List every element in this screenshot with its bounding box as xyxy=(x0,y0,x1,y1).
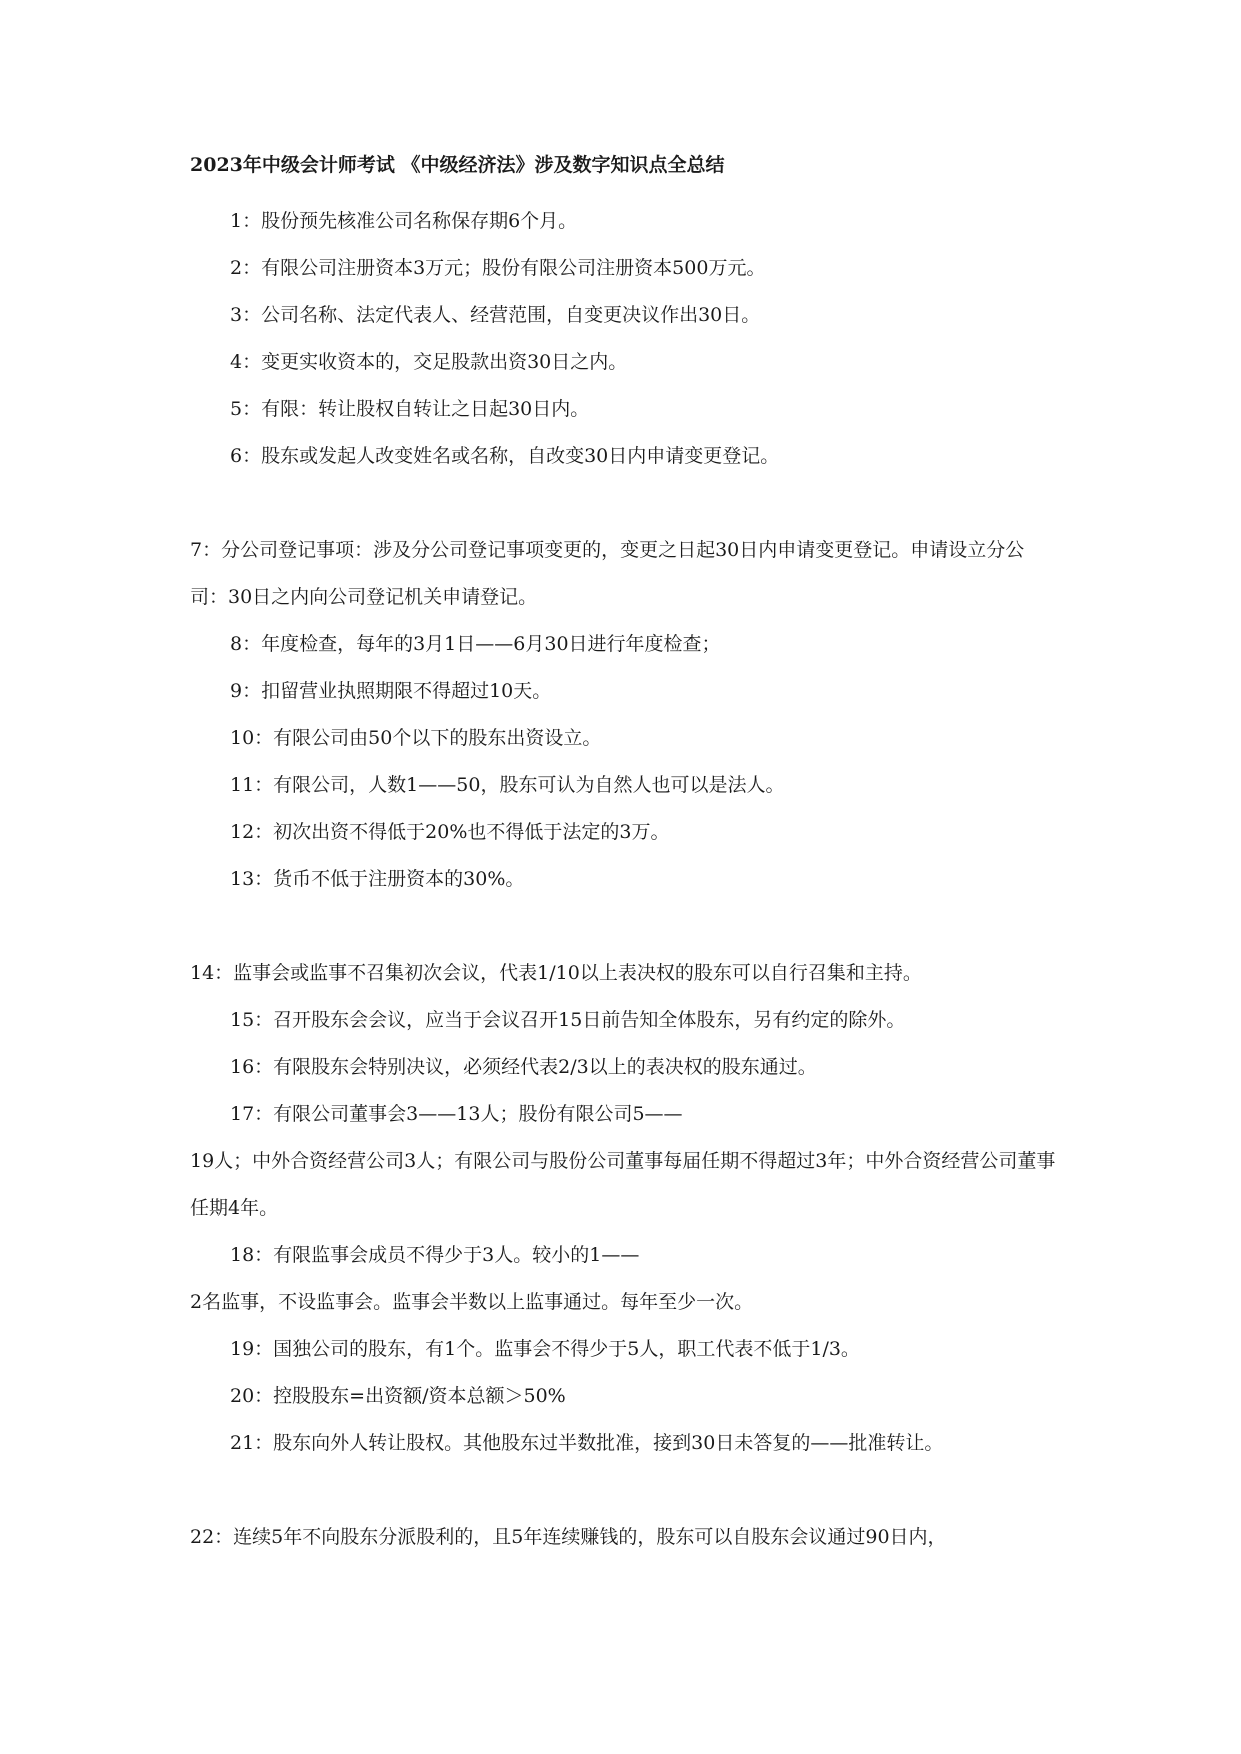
paragraph-item: 8：年度检查，每年的3月1日——6月30日进行年度检查； xyxy=(230,633,721,655)
paragraph-item: 18：有限监事会成员不得少于3人。较小的1—— xyxy=(230,1244,640,1266)
paragraph-item: 2名监事，不设监事会。监事会半数以上监事通过。每年至少一次。 xyxy=(190,1291,754,1313)
paragraph-item: 22：连续5年不向股东分派股利的，且5年连续赚钱的，股东可以自股东会议通过90日内， xyxy=(190,1526,947,1548)
paragraph-list xyxy=(190,198,1060,1561)
paragraph-item: 7：分公司登记事项：涉及分公司登记事项变更的，变更之日起30日内申请变更登记。申请设立分公司：30日之内向公司登记机关申请登记。 xyxy=(190,539,1025,608)
paragraph-item: 19人；中外合资经营公司3人；有限公司与股份公司董事每届任期不得超过3年；中外合资经营公司董事任期4年。 xyxy=(190,1150,1056,1219)
paragraph-item: 11：有限公司，人数1——50，股东可认为自然人也可以是法人。 xyxy=(230,774,785,796)
paragraph-item: 1：股份预先核准公司名称保存期6个月。 xyxy=(230,210,578,232)
paragraph-item: 16：有限股东会特别决议，必须经代表2/3以上的表决权的股东通过。 xyxy=(230,1056,817,1078)
paragraph-item: 4：变更实收资本的，交足股款出资30日之内。 xyxy=(230,351,628,373)
paragraph-item: 5：有限：转让股权自转让之日起30日内。 xyxy=(230,398,590,420)
paragraph-item: 19：国独公司的股东，有1个。监事会不得少于5人，职工代表不低于1/3。 xyxy=(230,1338,860,1360)
paragraph-item: 2：有限公司注册资本3万元；股份有限公司注册资本500万元。 xyxy=(230,257,766,279)
paragraph-item: 20：控股股东=出资额/资本总额＞50% xyxy=(230,1385,566,1407)
paragraph-item: 13：货币不低于注册资本的30%。 xyxy=(230,868,525,890)
paragraph-item: 6：股东或发起人改变姓名或名称，自改变30日内申请变更登记。 xyxy=(230,445,780,467)
document-page xyxy=(190,0,1060,1754)
paragraph-item: 15：召开股东会会议，应当于会议召开15日前告知全体股东，另有约定的除外。 xyxy=(230,1009,906,1031)
paragraph-item: 14：监事会或监事不召集初次会议，代表1/10以上表决权的股东可以自行召集和主持。 xyxy=(190,962,922,984)
paragraph-item: 17：有限公司董事会3——13人；股份有限公司5—— xyxy=(230,1103,683,1125)
document-title: 2023年中级会计师考试 《中级经济法》涉及数字知识点全总结 xyxy=(190,154,725,176)
paragraph-item: 21：股东向外人转让股权。其他股东过半数批准，接到30日未答复的——批准转让。 xyxy=(230,1432,944,1454)
paragraph-item: 12：初次出资不得低于20%也不得低于法定的3万。 xyxy=(230,821,670,843)
paragraph-item: 9：扣留营业执照期限不得超过10天。 xyxy=(230,680,552,702)
paragraph-item: 3：公司名称、法定代表人、经营范围，自变更决议作出30日。 xyxy=(230,304,761,326)
paragraph-item: 10：有限公司由50个以下的股东出资设立。 xyxy=(230,727,602,749)
